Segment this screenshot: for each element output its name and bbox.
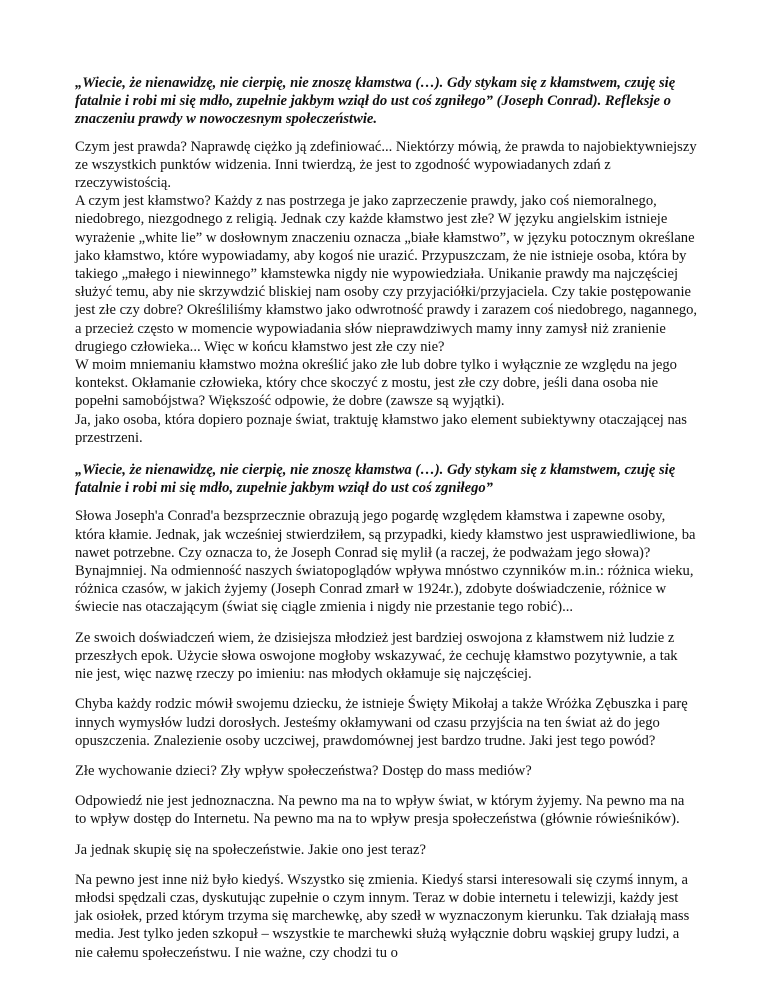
intro-paragraph: W moim mniemaniu kłamstwo można określić jako złe lub dobre tylko i wyłącznie ze względu na jego kontekst. Okłamanie człowieka, który chce skoczyć z mostu, jest złe czy dobre, jeśli dana osoba nie popełni samobójstwa? Większość odpowie, że dobre (zawsze są wyjątki). — [75, 357, 677, 410]
intro-section — [75, 138, 698, 447]
body-paragraph: Złe wychowanie dzieci? Zły wpływ społeczeństwa? Dostęp do mass mediów? — [75, 762, 532, 779]
essay-title: „Wiecie, że nienawidzę, nie cierpię, nie znoszę kłamstwa (…). Gdy stykam się z kłamstwem, czuję się fatalnie i robi mi się mdło, zupełnie jakbym wziął do ust coś zgniłego” (Joseph Conrad). Refleksje o znaczeniu prawdy w nowoczesnym społeczeństwie. — [75, 75, 676, 128]
intro-paragraph: Ja, jako osoba, która dopiero poznaje świat, traktuję kłamstwo jako element subiektywny otaczającej nas przestrzeni. — [75, 411, 687, 446]
body-paragraph: Ze swoich doświadczeń wiem, że dzisiejsza młodzież jest bardziej oswojona z kłamstwem niż ludzie z przeszłych epok. Użycie słowa oswojone mogłoby wskazywać, że cechuję kłamstwo pozytywnie, a tak nie jest, więc nazwę rzeczy po imieniu: nas młodych okłamuje się najczęściej. — [75, 629, 678, 683]
body-paragraph: Na pewno jest inne niż było kiedyś. Wszystko się zmienia. Kiedyś starsi interesowali się czymś innym, a młodsi spędzali czas, dyskutując zupełnie o czym innym. Teraz w dobie internetu i telewizji, każdy jest jak osiołek, przed którym trzyma się marchewkę, aby szedł w wyznaczonym kierunku. Tak działają mass media. Jest tylko jeden szkopuł – wszystkie te marchewki służą wyłącznie dobru wąskiej grupy ludzi, a nie całemu społeczeństwu. I nie ważne, czy chodzi tu o — [75, 871, 690, 961]
quote-heading: „Wiecie, że nienawidzę, nie cierpię, nie znoszę kłamstwa (…). Gdy stykam się z kłamstwem, czuję się fatalnie i robi mi się mdło, zupełnie jakbym wziął do ust coś zgniłego” — [75, 462, 676, 497]
intro-paragraph: Czym jest prawda? Naprawdę ciężko ją zdefiniować... Niektórzy mówią, że prawda to najobiektywniejszy ze wszystkich punktów widzenia. Inni twierdzą, że jest to zgodność wypowiadanych zdań z rzeczywistością. — [75, 138, 697, 192]
body-paragraph: Ja jednak skupię się na społeczeństwie. Jakie ono jest teraz? — [75, 841, 426, 858]
intro-paragraph: A czym jest kłamstwo? Każdy z nas postrzega je jako zaprzeczenie prawdy, jako coś niemoralnego, niedobrego, niezgodnego z religią. Jednak czy każde kłamstwo jest złe? W języku angielskim istnieje wyrażenie „white lie” w dosłownym znaczeniu oznacza „białe kłamstwo”, w języku potocznym określane jako kłamstwo, które wypowiadamy, aby kogoś nie urazić. Przypuszczam, że nie istnieje osoba, która by takiego „małego i niewinnego” kłamstewka nigdy nie wypowiedziała. Unikanie prawdy ma najczęściej służyć temu, aby nie skrzywdzić bliskiej nam osoby czy przyjaciółki/przyjaciela. Czy takie postępowanie jest złe czy dobre? Określiliśmy kłamstwo jako odwrotność prawdy i zarazem coś niedobrego, nagannego, a przecież często w momencie wypowiadania słów nieprawdziwych mamy inny zamysł niż zranienie drugiego człowieka... Więc w końcu kłamstwo jest złe czy nie? — [75, 193, 698, 355]
body-paragraph: Odpowiedź nie jest jednoznaczna. Na pewno ma na to wpływ świat, w którym żyjemy. Na pewno ma na to wpływ dostęp do Internetu. Na pewno ma na to wpływ presja społeczeństwa (głównie rówieśników). — [75, 793, 685, 828]
body-paragraph: Słowa Joseph'a Conrad'a bezsprzecznie obrazują jego pogardę względem kłamstwa i zapewne osoby, która kłamie. Jednak, jak wcześniej stwierdziłem, są przypadki, kiedy kłamstwo jest usprawiedliwione, ba nawet potrzebne. Czy oznacza to, że Joseph Conrad się mylił (a raczej, że podważam jego słowa)? Bynajmniej. Na odmienność naszych światopoglądów wpływa mnóstwo czynników m.in.: różnica wieku, różnica czasów, w jakich żyjemy (Joseph Conrad zmarł w 1924r.), zdobyte doświadczenie, różnice w świecie nas otaczającym (świat się ciągle zmienia i nigdy nie przestanie tego robić)... — [75, 508, 696, 616]
body-paragraph: Chyba każdy rodzic mówił swojemu dziecku, że istnieje Święty Mikołaj a także Wróżka Zębuszka i parę innych wymysłów ludzi dorosłych. Jesteśmy okłamywani od czasu przyjścia na ten świat aż do jego opuszczenia. Znalezienie osoby uczciwej, prawdomównej jest bardzo trudne. Jaki jest tego powód? — [75, 696, 688, 749]
